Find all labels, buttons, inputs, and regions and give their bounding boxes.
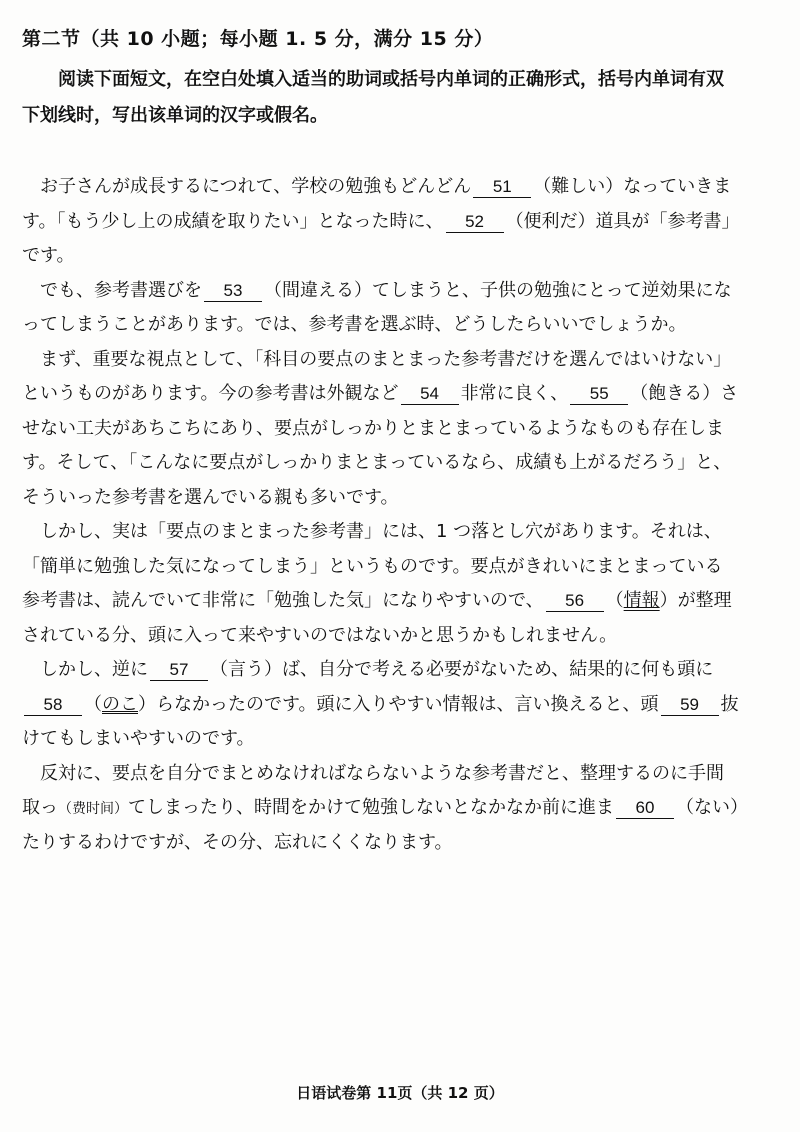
- passage-text: す。「もう少し上の成績を取りたい」となった時に、: [22, 210, 444, 232]
- passage-line: [22, 205, 774, 240]
- blank-51: 51: [473, 177, 531, 198]
- blank-53: 53: [204, 281, 262, 302]
- passage-text: たりするわけですが、その分、忘れにくくなります。: [22, 831, 453, 853]
- passage-text: す。そして、「こんなに要点がしっかりまとまっているなら、成績も上がるだろう」と、: [22, 452, 732, 473]
- passage-line: [22, 239, 774, 274]
- blank-56: 56: [546, 591, 604, 612]
- blank-55: 55: [570, 384, 628, 405]
- passage-line: [22, 688, 774, 723]
- passage-line: [22, 481, 774, 516]
- passage-line: [22, 757, 774, 792]
- passage-text: というものがあります。今の参考書は外観など: [22, 383, 399, 404]
- blank-58: 58: [24, 695, 82, 716]
- passage-line: [22, 308, 774, 343]
- instructions: [22, 62, 778, 134]
- passage-line: [22, 446, 774, 481]
- passage-line: [22, 515, 774, 550]
- passage-text: まず、重要な視点として、「科目の要点のまとまった参考書だけを選んではいけない」: [40, 348, 732, 370]
- passage-text: （言う）ば、自分で考える必要がないため、結果的に何も頭に: [210, 659, 714, 680]
- passage-text: です。: [22, 245, 75, 266]
- section-title: 第二节（共 10 小题；每小题 1. 5 分，满分 15 分）: [22, 28, 494, 50]
- passage-line: [22, 412, 774, 447]
- passage-text: お子さんが成長するにつれて、学校の勉強もどんどん: [40, 176, 472, 197]
- passage-text: けてもしまいやすいのです。: [22, 728, 255, 749]
- passage-text: 取っ: [22, 797, 58, 818]
- reading-passage: [22, 170, 774, 860]
- passage-text: （: [605, 590, 624, 611]
- passage-text: 非常に良く、: [460, 383, 569, 404]
- passage-text: せない工夫があちこちにあり、要点がしっかりとまとまっているようなものも存在しま: [22, 417, 724, 439]
- passage-text: 参考書は、読んでいて非常に「勉強した気」になりやすいので、: [22, 590, 544, 611]
- passage-text: （便利だ）道具が「参考書」: [505, 210, 740, 232]
- passage-text: そういった参考書を選んでいる親も多いです。: [22, 486, 399, 508]
- passage-text: でも、参考書選びを: [40, 279, 202, 301]
- passage-line: [22, 826, 774, 861]
- passage-line: [22, 274, 774, 309]
- passage-line: [22, 377, 774, 412]
- passage-text: 反対に、要点を自分でまとめなければならないような参考書だと、整理するのに手間: [40, 762, 724, 784]
- passage-text: しかし、実は「要点のまとまった参考書」には、1 つ落とし穴があります。それは、: [40, 521, 722, 542]
- passage-text: （ない）: [676, 797, 748, 818]
- double-underlined-word: 情報: [623, 590, 660, 611]
- passage-text: ってしまうことがあります。では、参考書を選ぶ時、どうしたらいいでしょうか。: [22, 314, 687, 335]
- passage-line: [22, 343, 774, 378]
- blank-57: 57: [150, 660, 208, 681]
- chinese-gloss: （费时间）: [58, 801, 128, 817]
- passage-text: （飽きる）さ: [630, 383, 739, 404]
- passage-line: [22, 550, 774, 585]
- blank-60: 60: [616, 798, 674, 819]
- passage-line: [22, 584, 774, 619]
- passage-line: [22, 722, 774, 757]
- double-underlined-word: のこ: [102, 693, 138, 715]
- passage-text: しかし、逆に: [40, 659, 148, 680]
- instructions-line-1: 阅读下面短文，在空白处填入适当的助词或括号内单词的正确形式，括号内单词有双: [58, 69, 724, 90]
- passage-text: されている分、頭に入って来やすいのではないかと思うかもしれません。: [22, 624, 618, 646]
- blank-54: 54: [401, 384, 459, 405]
- passage-line: [22, 791, 774, 826]
- passage-text: ）が整理: [659, 590, 732, 611]
- page-footer: 日语试卷第 11页（共 12 页）: [296, 1084, 504, 1102]
- passage-line: [22, 619, 774, 654]
- blank-59: 59: [661, 695, 719, 716]
- blank-52: 52: [446, 212, 504, 233]
- passage-text: （間違える）てしまうと、子供の勉強にとって逆効果にな: [264, 279, 732, 301]
- passage-line: [22, 653, 774, 688]
- passage-text: てしまったり、時間をかけて勉強しないとなかなか前に進ま: [128, 797, 614, 818]
- passage-text: 「簡単に勉強した気になってしまう」というものです。要点がきれいにまとまっている: [22, 555, 723, 577]
- passage-text: ）らなかったのです。頭に入りやすい情報は、言い換えると、頭: [138, 693, 659, 715]
- passage-text: （: [84, 693, 102, 715]
- passage-text: 抜: [720, 693, 739, 715]
- instructions-line-2: 下划线时，写出该单词的汉字或假名。: [22, 105, 328, 126]
- passage-text: （難しい）なっていきま: [533, 176, 732, 197]
- passage-line: [22, 170, 774, 205]
